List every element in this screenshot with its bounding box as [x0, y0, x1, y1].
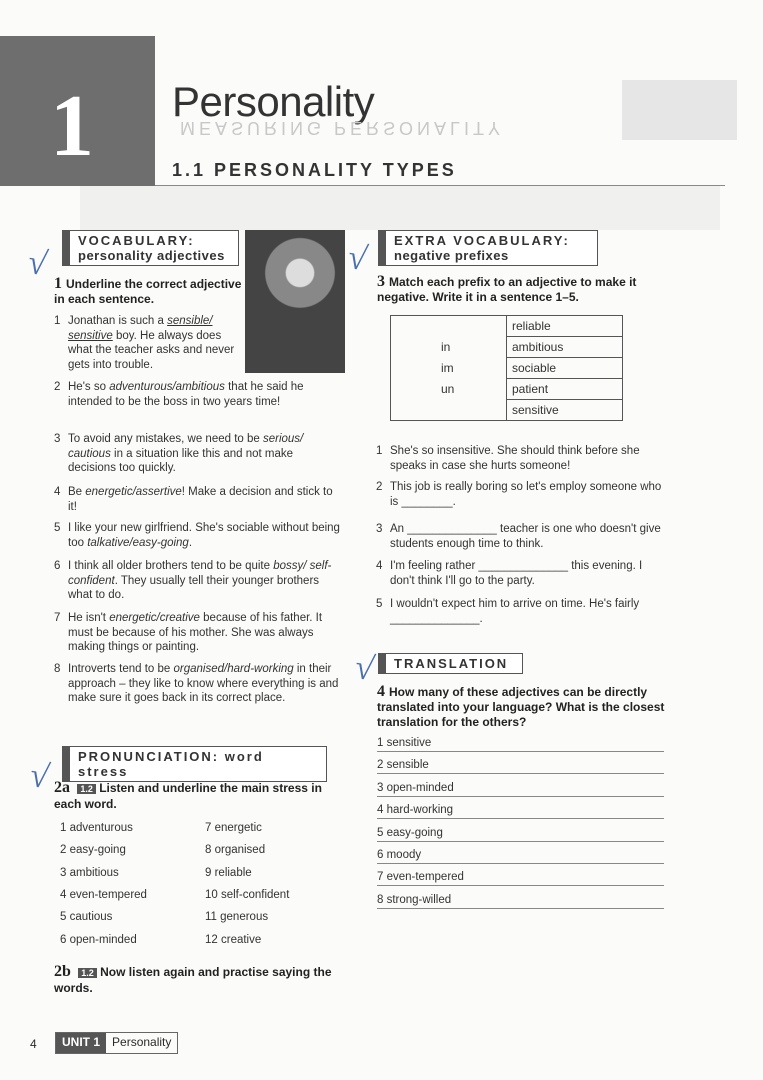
vocab-heading-2: personality adjectives	[78, 248, 225, 263]
extra-heading-1: EXTRA VOCABULARY:	[394, 233, 570, 248]
vocab-item	[54, 611, 343, 655]
exercise-4-title: How many of these adjectives can be directly translated into your language? What is the closest translation for the others?	[377, 685, 665, 729]
pron-word: 12 creative	[205, 933, 262, 946]
footer-unit-name: Personality	[112, 1035, 172, 1049]
exercise-2b-number: 2b	[54, 963, 71, 980]
unit-banner	[0, 36, 155, 186]
vocab-item	[54, 662, 343, 706]
check-mark-icon: √	[352, 648, 377, 689]
pron-word: 1 adventurous	[60, 822, 133, 834]
pron-word: 10 self-confident	[205, 888, 290, 901]
item-text-post: because of his father. It must be because of his mother. She was always making things or painting.	[68, 612, 323, 653]
pron-word: 7 energetic	[205, 822, 262, 834]
audio-track-badge: 1.2	[77, 784, 96, 794]
pron-word: 4 even-tempered	[60, 888, 147, 901]
item-number: 5	[376, 598, 383, 610]
adjective-cell: reliable	[507, 316, 623, 337]
vocab-item	[54, 432, 343, 476]
translation-word: 6 moody	[377, 849, 422, 861]
pron-word: 8 organised	[205, 844, 266, 857]
item-text-post: in their approach – they like to know where everything is and make sure it goes back in its correct place.	[68, 663, 339, 704]
exercise-2b-title: Now listen again and practise saying the words.	[54, 965, 332, 995]
translation-word: 3 open-minded	[377, 781, 454, 794]
item-choice: talkative/easy-going	[87, 536, 189, 549]
item-choice: serious/ cautious	[68, 433, 304, 460]
vocab-item	[54, 380, 343, 409]
translation-item	[377, 782, 664, 797]
item-text-post: in a situation like this and not make decisions too quickly.	[68, 447, 294, 474]
item-text-pre: He isn't	[68, 612, 110, 624]
item-number: 3	[54, 433, 61, 445]
vocab-item	[54, 559, 343, 603]
item-text-pre: To avoid any mistakes, we need to be	[68, 433, 263, 445]
pron-word: 5 cautious	[60, 911, 113, 924]
item-text-pre: I think all older brothers tend to be quite	[68, 560, 274, 572]
translation-word: 2 sensible	[377, 759, 429, 772]
extra-item	[376, 444, 662, 473]
check-mark-icon: √	[27, 756, 52, 797]
translation-heading-text: TRANSLATION	[394, 656, 509, 671]
item-text-post: that he said he intended to be the boss in two years time!	[68, 381, 304, 408]
pron-word: 2 easy-going	[60, 844, 126, 857]
vocab-heading-1: VOCABULARY:	[78, 233, 195, 248]
pron-heading-text: PRONUNCIATION: word stress	[78, 749, 264, 779]
extra-item	[376, 559, 662, 588]
pron-word: 11 generous	[205, 911, 269, 924]
exercise-4-instruction	[377, 684, 667, 730]
footer-unit-tag	[55, 1032, 178, 1054]
item-choice: energetic/assertive	[85, 486, 182, 498]
item-choice: organised/hard-working	[173, 663, 294, 675]
translation-word: 8 strong-willed	[377, 893, 452, 906]
translation-word: 1 sensitive	[377, 737, 432, 749]
item-number: 1	[54, 315, 61, 327]
exercise-4-number: 4	[377, 683, 385, 700]
exercise-2a-title: Listen and underline the main stress in each word.	[54, 781, 322, 811]
adjective-cell: ambitious	[507, 337, 623, 358]
adjective-cell: sociable	[507, 358, 623, 379]
item-text-pre: Jonathan is such a	[68, 315, 168, 327]
item-number: 1	[376, 445, 383, 457]
page-title: Personality	[172, 78, 375, 125]
pronunciation-heading	[62, 746, 327, 782]
extra-item	[376, 597, 662, 626]
check-mark-icon: √	[25, 243, 50, 284]
check-mark-icon: √	[345, 238, 370, 279]
item-text-post: . They usually tell their younger brothers what to do.	[68, 574, 320, 601]
exercise-2a-instruction	[54, 780, 334, 812]
header-rule	[155, 185, 725, 186]
item-number: 7	[54, 612, 61, 624]
photo-child	[245, 230, 345, 373]
exercise-1-number: 1	[54, 275, 62, 292]
exercise-3-number: 3	[377, 273, 385, 290]
translation-item	[377, 759, 664, 774]
prefix-table	[390, 315, 623, 421]
item-text: I wouldn't expect him to arrive on time. He's fairly ______________.	[390, 598, 640, 625]
translation-item	[377, 894, 664, 909]
translation-item	[377, 849, 664, 864]
pron-word: 9 reliable	[205, 866, 252, 879]
exercise-3-instruction	[377, 274, 657, 305]
item-number: 4	[54, 486, 61, 498]
translation-word: 4 hard-working	[377, 804, 454, 817]
item-text: This job is really boring so let's employ someone who is ________.	[390, 481, 662, 508]
unit-number: 1	[50, 78, 94, 175]
extra-vocab-heading	[378, 230, 598, 266]
item-number: 4	[376, 560, 383, 572]
section-subtitle: 1.1 PERSONALITY TYPES	[172, 160, 457, 180]
item-choice: energetic/creative	[109, 612, 200, 624]
exercise-2b-instruction	[54, 964, 339, 996]
prefix-cell: in	[391, 337, 507, 358]
translation-item	[377, 827, 664, 842]
vocabulary-heading	[62, 230, 239, 266]
item-number: 6	[54, 560, 61, 572]
item-text-post: ! Make a decision and stick to it!	[68, 486, 333, 513]
translation-item	[377, 737, 664, 752]
item-number: 3	[376, 523, 383, 535]
item-text-post: boy. He always does what the teacher asks and never gets into trouble.	[68, 329, 235, 371]
page-number: 4	[30, 1037, 37, 1051]
vocab-item	[54, 314, 248, 372]
prefix-cell: un	[391, 379, 507, 400]
item-choice: adventurous/ambitious	[109, 381, 225, 393]
translation-heading	[378, 653, 523, 674]
item-text: I'm feeling rather ______________ this evening. I don't think I'll go to the party.	[390, 560, 643, 587]
exercise-1-title: Underline the correct adjective in each sentence.	[54, 277, 242, 306]
extra-item	[376, 480, 662, 509]
translation-item	[377, 871, 664, 886]
exercise-3-title: Match each prefix to an adjective to make it negative. Write it in a sentence 1–5.	[377, 275, 637, 304]
footer-unit: UNIT 1	[56, 1033, 106, 1053]
adjective-cell: sensitive	[507, 400, 623, 421]
vocab-item	[54, 485, 343, 514]
item-number: 8	[54, 663, 61, 675]
item-text: She's so insensitive. She should think before she speaks in case she hurts someone!	[390, 445, 640, 472]
item-text-pre: I like your new girlfriend. She's sociable without being too	[68, 522, 340, 549]
item-choice: sensible/ sensitive	[68, 315, 213, 342]
translation-word: 7 even-tempered	[377, 871, 464, 884]
prefix-cell: im	[391, 358, 507, 379]
bleed-through-text: MEASURING PERSONALITY	[180, 118, 505, 138]
item-number: 5	[54, 522, 61, 534]
item-text-pre: Introverts tend to be	[68, 663, 174, 675]
translation-item	[377, 804, 664, 819]
item-text: An ______________ teacher is one who doesn't give students enough time to think.	[390, 523, 661, 550]
audio-track-badge: 1.2	[78, 968, 97, 978]
item-text-post: .	[188, 536, 193, 549]
adjective-cell: patient	[507, 379, 623, 400]
pron-word: 3 ambitious	[60, 866, 119, 879]
exercise-2a-number: 2a	[54, 779, 70, 796]
extra-item	[376, 522, 662, 551]
item-text-pre: Be	[68, 486, 86, 498]
pron-word: 6 open-minded	[60, 933, 137, 946]
extra-heading-2: negative prefixes	[394, 248, 509, 263]
bleed-through-box	[622, 80, 737, 140]
bleed-through-shadow	[80, 185, 720, 230]
vocab-item	[54, 521, 343, 550]
item-choice: bossy/ self-confident	[68, 560, 332, 587]
item-number: 2	[376, 481, 383, 493]
item-number: 2	[54, 381, 61, 393]
item-text-pre: He's so	[68, 381, 110, 393]
translation-word: 5 easy-going	[377, 826, 443, 839]
exercise-1-instruction	[54, 276, 244, 307]
